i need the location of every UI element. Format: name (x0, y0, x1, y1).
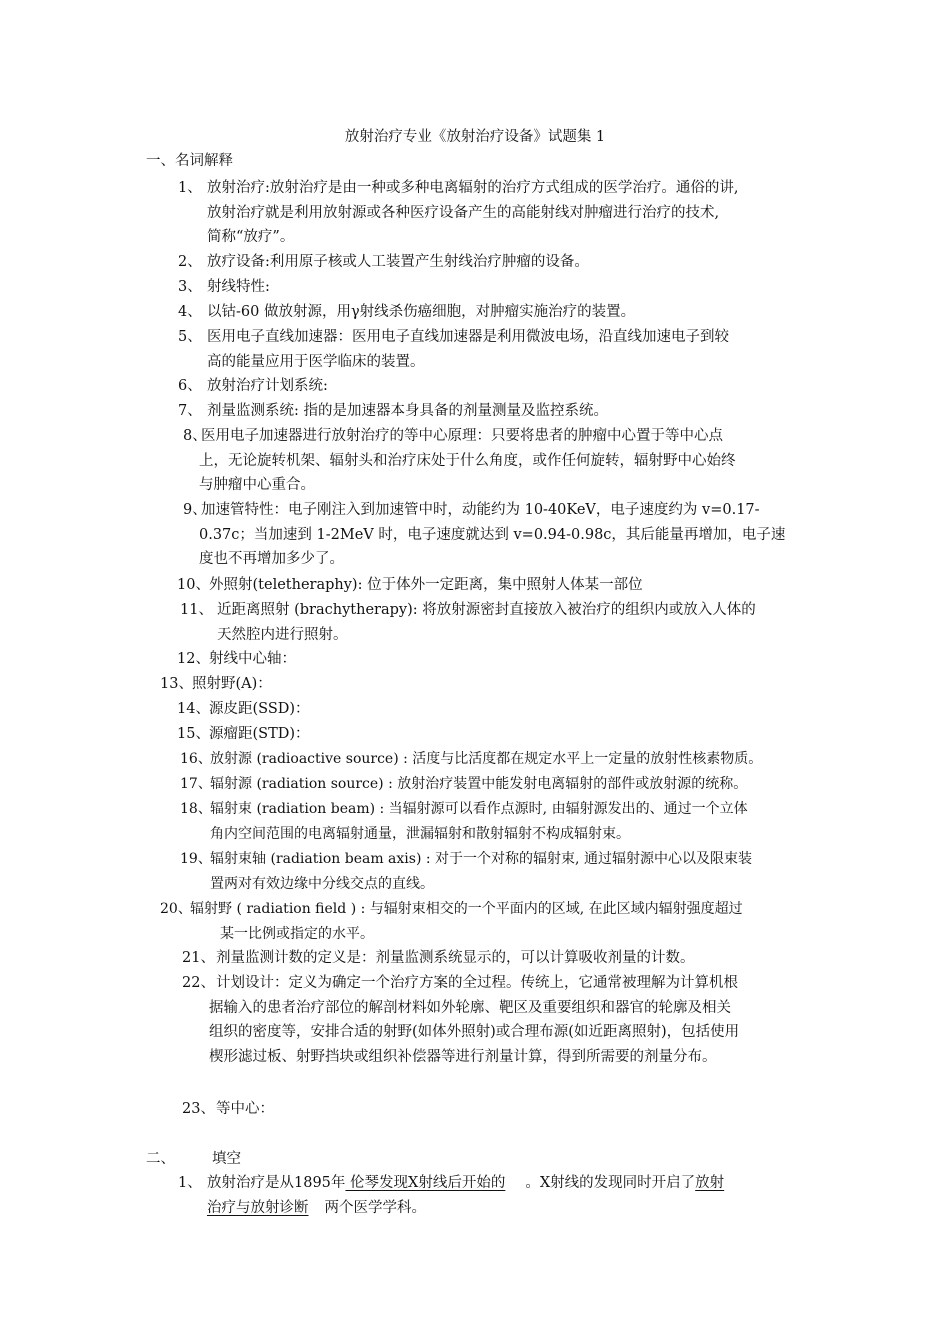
item-text-line: 放射治疗就是利用放射源或各种医疗设备产生的高能射线对肿瘤进行治疗的技术, (207, 204, 720, 221)
document-title: 放射治疗专业《放射治疗设备》试题集 1 (344, 129, 606, 145)
term-item (177, 573, 643, 598)
answer-text: 伦琴发现X射线后开始的 (350, 1175, 506, 1191)
item-number: 19、 (180, 851, 212, 867)
item-number: 22、 (182, 975, 215, 991)
item-text-line: 近距离照射 (brachytherapy): 将放射源密封直接放入被治疗的组织内或放入人体的 (217, 602, 756, 618)
term-item (178, 300, 635, 325)
term-item (177, 647, 296, 672)
item-number: 23、 (182, 1101, 215, 1117)
section-label: 名词解释 (175, 153, 233, 169)
term-item (180, 772, 747, 797)
item-text-line: 楔形滤过板、射野挡块或组织补偿器等进行剂量计算，得到所需要的剂量分布。 (209, 1048, 717, 1065)
item-number: 15、 (177, 726, 210, 742)
item-number: 7、 (178, 403, 202, 419)
item-text-line: 简称“放疗”。 (207, 229, 295, 245)
item-text-line: 天然腔内进行照射。 (217, 626, 348, 643)
item-text-line: 放射治疗计划系统: (207, 378, 328, 394)
item-number: 20、 (160, 901, 192, 917)
item-number: 17、 (180, 776, 212, 792)
fill-in-item (178, 1171, 724, 1220)
item-number: 14、 (177, 701, 210, 717)
item-text-line: 放射治疗:放射治疗是由一种或多种电离辐射的治疗方式组成的医学治疗。通俗的讲, (207, 180, 739, 196)
item-number: 12、 (177, 651, 210, 667)
term-item (182, 946, 695, 971)
item-number: 16、 (180, 751, 212, 767)
item-number: 6、 (178, 378, 202, 394)
item-text-line: 与肿瘤中心重合。 (199, 477, 315, 493)
term-item (178, 250, 589, 275)
item-text-line: 度也不再增加多少了。 (199, 551, 344, 567)
term-item (177, 697, 310, 722)
item-text-line: 医用电子直线加速器：医用电子直线加速器是利用微波电场，沿直线加速电子到较 (207, 329, 729, 345)
item-number: 11、 (180, 602, 213, 618)
term-item (160, 897, 743, 946)
section-heading-terms (146, 151, 233, 171)
term-item (180, 797, 748, 846)
item-text-line: 照射野(A)： (192, 676, 272, 692)
item-text-line: 据输入的患者治疗部位的解剖材料如外轮廓、靶区及重要组织和器官的轮廓及相关 (209, 999, 731, 1016)
item-text-line: 放射源 (radioactive source) : 活度与比活度都在规定水平上一定量的放射性核素物质。 (210, 751, 763, 767)
item-text-line: 剂量监测计数的定义是：剂量监测系统显示的，可以计算吸收剂量的计数。 (216, 950, 695, 966)
item-text-line: 辐射源 (radiation source) : 放射治疗装置中能发射电离辐射的部件或放射源的统称。 (210, 776, 748, 792)
term-item (183, 424, 736, 498)
answer-text: 放射 (695, 1175, 725, 1191)
section-number: 二、 (146, 1151, 175, 1167)
term-item (178, 399, 608, 424)
item-text-line: 计划设计：定义为确定一个治疗方案的全过程。传统上，它通常被理解为计算机根 (216, 975, 738, 991)
item-number: 4、 (178, 304, 202, 320)
item-text-line: 等中心： (216, 1101, 274, 1117)
item-text-line: 组织的密度等，安排合适的射野(如体外照射)或合理布源(如近距离照射)，包括使用 (209, 1024, 740, 1040)
term-item (182, 1097, 274, 1122)
item-text-line: 辐射野 ( radiation field ) : 与辐射束相交的一个平面内的区域, 在此区域内辐射强度超过 (190, 901, 743, 917)
question-text: 。X射线的发现同时开启了 (525, 1175, 696, 1191)
item-number: 8、 (183, 428, 207, 444)
item-text-line: 源皮距(SSD)： (209, 701, 310, 717)
item-number: 10、 (177, 577, 210, 593)
item-text-line: 射线特性: (207, 279, 270, 295)
item-number: 9、 (183, 502, 207, 518)
section-number: 一、 (146, 153, 175, 169)
item-text-line: 高的能量应用于医学临床的装置。 (207, 353, 425, 370)
item-text-line: 医用电子加速器进行放射治疗的等中心原理：只要将患者的肿瘤中心置于等中心点 (201, 428, 723, 444)
item-text-line: 放疗设备:利用原子核或人工装置产生射线治疗肿瘤的设备。 (207, 254, 589, 270)
term-item (178, 176, 739, 250)
answer-blank (207, 1200, 325, 1216)
item-number: 1、 (178, 180, 202, 196)
item-text-line: 射线中心轴： (209, 651, 296, 667)
item-number: 13、 (160, 676, 193, 692)
section-label: 填空 (212, 1151, 241, 1167)
item-number: 3、 (178, 279, 202, 295)
section-heading-fill-in (146, 1149, 241, 1169)
item-text-line: 外照射(teletheraphy): 位于体外一定距离，集中照射人体某一部位 (209, 577, 643, 593)
item-text-line: 以钴-60 做放射源，用γ射线杀伤癌细胞，对肿瘤实施治疗的装置。 (207, 304, 636, 320)
term-item (180, 598, 756, 647)
question-text: 两个医学学科。 (324, 1199, 426, 1216)
item-text-line: 0.37c；当加速到 1-2MeV 时，电子速度就达到 v=0.94-0.98c，其后能量再增加，电子速 (199, 526, 786, 543)
item-text-line: 源瘤距(STD)： (209, 726, 310, 742)
item-number: 5、 (178, 329, 202, 345)
item-text-line: 某一比例或指定的水平。 (220, 925, 374, 942)
item-number: 18、 (180, 801, 212, 817)
item-text-line: 置两对有效边缘中分线交点的直线。 (210, 875, 434, 892)
item-number: 21、 (182, 950, 215, 966)
term-item (160, 672, 272, 697)
item-number: 1、 (178, 1175, 202, 1191)
item-text-line: 上，无论旋转机架、辐射头和治疗床处于什么角度，或作任何旋转，辐射野中心始终 (199, 452, 736, 469)
term-item (178, 374, 328, 399)
item-number: 2、 (178, 254, 202, 270)
term-item (177, 722, 310, 747)
item-text-line: 辐射束轴 (radiation beam axis) : 对于一个对称的辐射束, 通过辐射源中心以及限束装 (210, 851, 752, 867)
answer-blank (345, 1175, 525, 1191)
answer-text: 治疗与放射诊断 (207, 1199, 309, 1216)
item-text-line: 角内空间范围的电离辐射通量，泄漏辐射和散射辐射不构成辐射束。 (210, 825, 630, 842)
item-text-line: 加速管特性：电子刚注入到加速管中时，动能约为 10-40KeV，电子速度约为 v=0.17- (201, 502, 760, 518)
term-item (183, 498, 785, 572)
item-text-line: 辐射束 (radiation beam) : 当辐射源可以看作点源时, 由辐射源发出的、通过一个立体 (210, 801, 748, 817)
term-item (178, 275, 270, 300)
term-item (180, 847, 752, 896)
item-text-line: 剂量监测系统: 指的是加速器本身具备的剂量测量及监控系统。 (207, 403, 608, 419)
term-item (182, 971, 739, 1069)
question-text: 放射治疗是从1895年 (207, 1175, 346, 1191)
term-item (178, 325, 729, 374)
answer-blank (695, 1175, 724, 1191)
term-item (180, 747, 762, 772)
